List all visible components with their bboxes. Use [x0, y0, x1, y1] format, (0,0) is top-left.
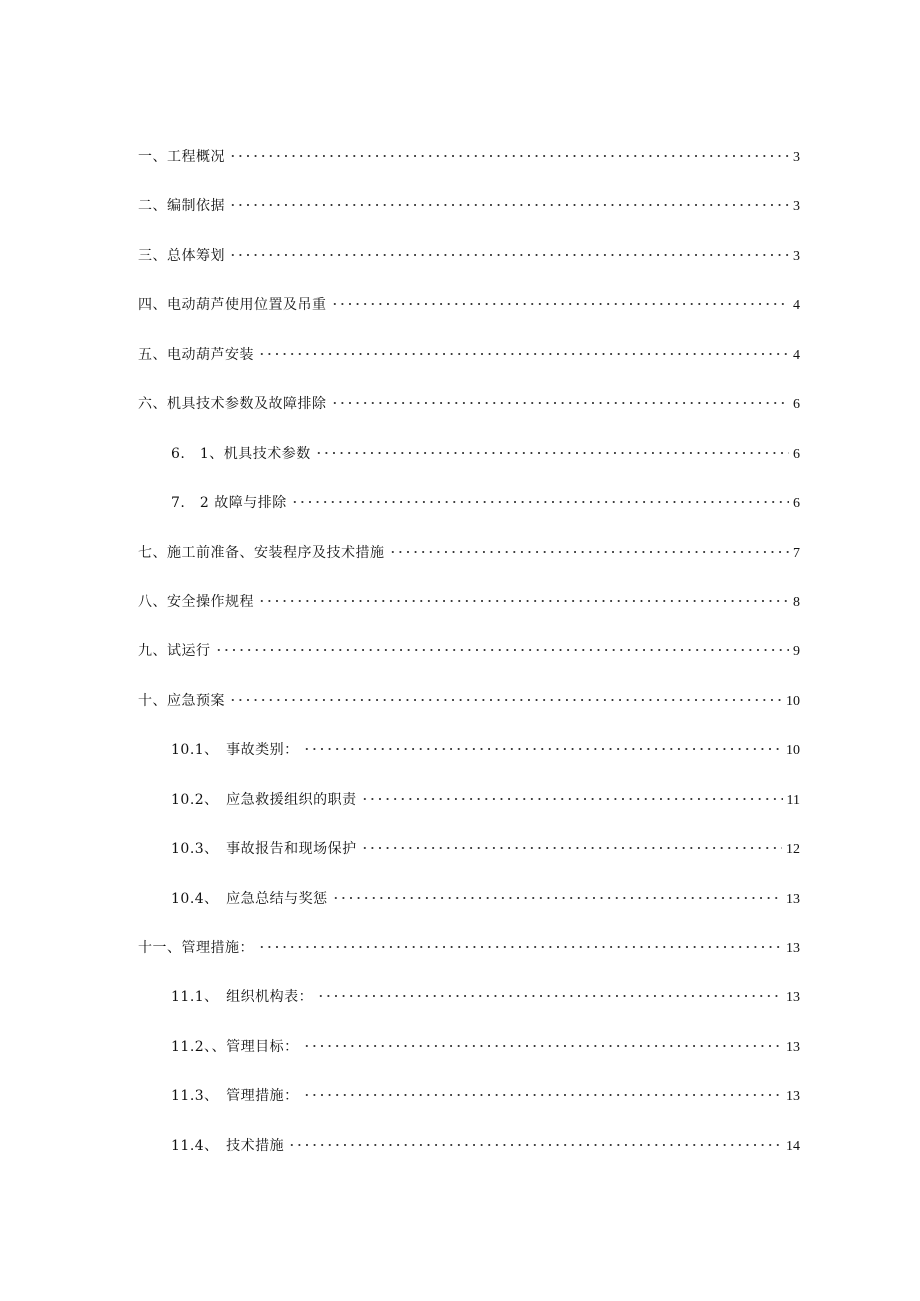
- toc-page-number: 3: [793, 248, 800, 264]
- toc-entry-title: 11.3、 管理措施：: [171, 1088, 299, 1105]
- toc-dot-leader: [332, 897, 782, 899]
- toc-dot-leader: [258, 946, 782, 948]
- toc-page-number: 13: [786, 1089, 800, 1105]
- toc-page-number: 3: [793, 150, 800, 165]
- toc-page-number: 3: [793, 199, 800, 215]
- toc-dot-leader: [258, 353, 789, 355]
- toc-entry-title: 一、工程概况: [138, 149, 225, 165]
- toc-page-number: 14: [786, 1138, 800, 1154]
- toc-entry-title: 九、试运行: [138, 643, 211, 660]
- toc-dot-leader: [317, 995, 782, 997]
- toc-dot-leader: [229, 155, 789, 157]
- toc-entry-title: 6. 1、机具技术参数: [171, 445, 311, 462]
- toc-entry-title: 八、安全操作规程: [138, 593, 254, 610]
- toc-dot-leader: [389, 551, 790, 553]
- toc-dot-leader: [331, 402, 790, 404]
- toc-entry[interactable]: [0, 687, 920, 736]
- toc-page-number: 8: [793, 594, 800, 610]
- toc-dot-leader: [303, 1045, 782, 1047]
- toc-entry-title: 10.3、 事故报告和现场保护: [171, 841, 357, 858]
- toc-subentry[interactable]: [0, 1033, 920, 1082]
- toc-entry-title: 11.1、 组织机构表：: [171, 989, 314, 1006]
- toc-subentry[interactable]: [0, 835, 920, 884]
- toc-dot-leader: [258, 600, 789, 602]
- toc-entry-title: 11.2、、管理目标：: [171, 1038, 299, 1055]
- toc-page-number: 11: [786, 792, 800, 808]
- toc-page-number: 4: [793, 298, 800, 314]
- toc-subentry[interactable]: [0, 1082, 920, 1131]
- toc-dot-leader: [303, 1094, 782, 1096]
- toc-entry[interactable]: [0, 192, 920, 241]
- toc-entry-title: 二、编制依据: [138, 198, 225, 215]
- toc-subentry[interactable]: [0, 786, 920, 835]
- toc-entry[interactable]: [0, 143, 920, 192]
- toc-entry[interactable]: [0, 637, 920, 686]
- toc-dot-leader: [331, 303, 790, 305]
- toc-subentry[interactable]: [0, 489, 920, 538]
- toc-entry-title: 10.1、 事故类别：: [171, 742, 299, 759]
- toc-entry[interactable]: [0, 934, 920, 983]
- toc-subentry[interactable]: [0, 440, 920, 489]
- toc-dot-leader: [229, 204, 789, 206]
- toc-page-number: 4: [793, 347, 800, 363]
- toc-entry-title: 10.4、 应急总结与奖惩: [171, 890, 328, 907]
- toc-page-number: 6: [793, 397, 800, 413]
- toc-dot-leader: [315, 452, 789, 454]
- toc-page-number: 7: [793, 545, 800, 561]
- toc-entry[interactable]: [0, 242, 920, 291]
- toc-page-number: 12: [786, 842, 800, 858]
- toc-entry-title: 五、电动葫芦安装: [138, 346, 254, 363]
- toc-dot-leader: [229, 699, 782, 701]
- toc-dot-leader: [291, 501, 789, 503]
- toc-dot-leader: [361, 847, 782, 849]
- toc-page-number: 13: [786, 941, 800, 956]
- table-of-contents: [0, 143, 920, 1181]
- toc-entry[interactable]: [0, 291, 920, 340]
- toc-entry-title: 十、应急预案: [138, 692, 225, 709]
- toc-subentry[interactable]: [0, 983, 920, 1032]
- toc-page-number: 13: [786, 990, 800, 1006]
- toc-subentry[interactable]: [0, 1132, 920, 1181]
- toc-page-number: 10: [786, 693, 800, 709]
- toc-dot-leader: [229, 254, 789, 256]
- toc-entry-title: 十一、管理措施：: [138, 940, 254, 956]
- toc-dot-leader: [288, 1144, 782, 1146]
- toc-page-number: 6: [793, 496, 800, 512]
- toc-page-number: 10: [786, 743, 800, 759]
- toc-dot-leader: [303, 748, 782, 750]
- toc-dot-leader: [215, 649, 790, 651]
- toc-page-number: 13: [786, 891, 800, 907]
- toc-page-number: 13: [786, 1039, 800, 1055]
- toc-entry[interactable]: [0, 390, 920, 439]
- toc-entry-title: 六、机具技术参数及故障排除: [138, 396, 327, 413]
- toc-entry[interactable]: [0, 341, 920, 390]
- toc-entry[interactable]: [0, 539, 920, 588]
- toc-dot-leader: [361, 798, 783, 800]
- toc-subentry[interactable]: [0, 885, 920, 934]
- toc-page-number: 9: [793, 644, 800, 660]
- toc-page-number: 6: [793, 446, 800, 462]
- toc-entry-title: 四、电动葫芦使用位置及吊重: [138, 297, 327, 314]
- toc-entry-title: 三、总体筹划: [138, 247, 225, 264]
- toc-entry-title: 10.2、 应急救援组织的职责: [171, 791, 357, 808]
- toc-subentry[interactable]: [0, 736, 920, 785]
- toc-entry-title: 7. 2 故障与排除: [171, 495, 287, 512]
- toc-entry-title: 11.4、 技术措施: [171, 1137, 285, 1154]
- toc-entry-title: 七、施工前准备、安装程序及技术措施: [138, 544, 385, 561]
- toc-entry[interactable]: [0, 588, 920, 637]
